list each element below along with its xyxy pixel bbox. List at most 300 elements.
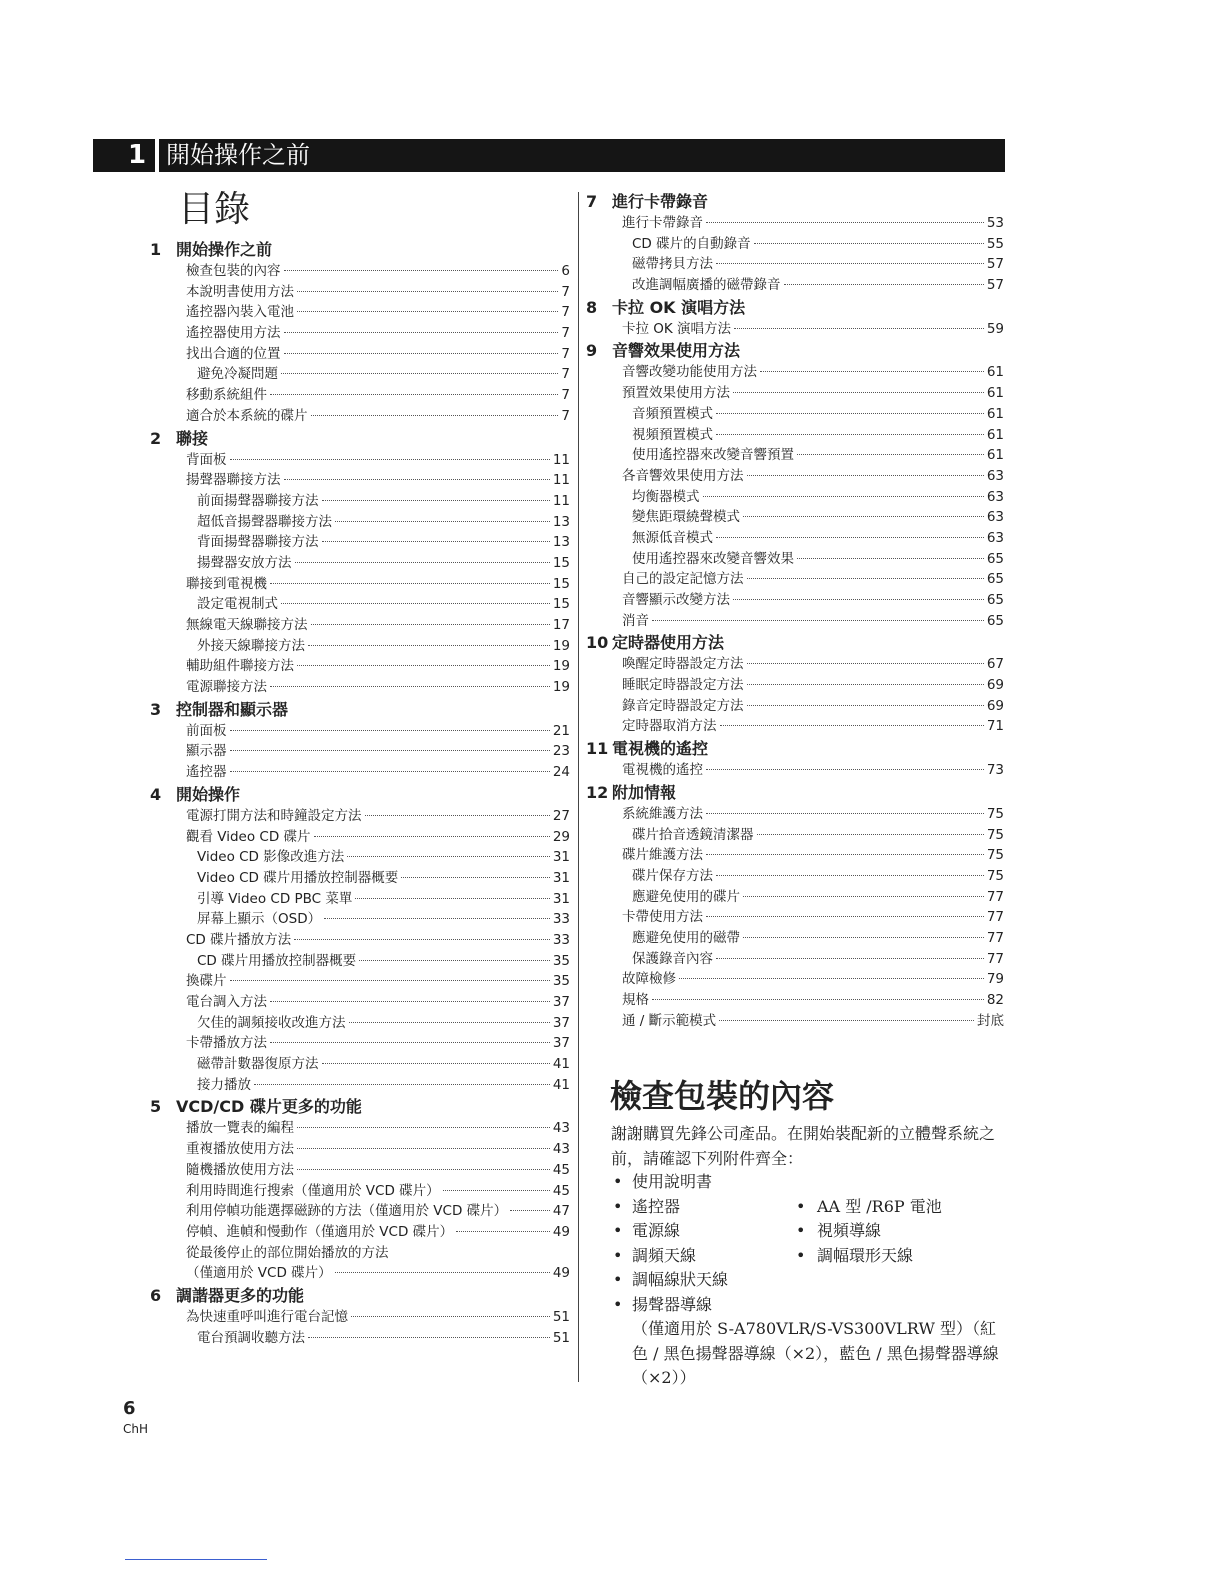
- toc-leader-dots: [297, 311, 558, 312]
- toc-entry-text: 避免冷凝問題: [197, 366, 278, 383]
- toc-entry: [150, 930, 570, 951]
- toc-entry: [150, 1013, 570, 1034]
- toc-entry: [586, 254, 1004, 275]
- toc-entry-text: 均衡器模式: [632, 488, 700, 505]
- toc-leader-dots: [254, 1084, 550, 1085]
- toc-leader-dots: [335, 1272, 550, 1273]
- toc-entry-text: 各音響效果使用方法: [622, 467, 744, 484]
- toc-section-number: 4: [150, 784, 162, 804]
- toc-leader-dots: [351, 1316, 550, 1317]
- toc-title: 目錄: [178, 189, 251, 230]
- toc-entry: [586, 404, 1004, 425]
- toc-entry-text: 從最後停止的部位開始播放的方法: [186, 1244, 389, 1261]
- toc-entry: [150, 1033, 570, 1054]
- package-item: 調幅線狀天線: [632, 1270, 729, 1289]
- toc-entry-page: 63: [986, 488, 1004, 505]
- toc-entry-page: 19: [552, 679, 570, 696]
- toc-leader-dots: [314, 836, 550, 837]
- toc-entry-page: 31: [552, 869, 570, 886]
- toc-leader-dots: [230, 730, 550, 731]
- toc-section-title: 電視機的遙控: [612, 739, 709, 759]
- toc-section-title: 進行卡帶錄音: [612, 192, 709, 211]
- page-number: 6: [123, 1398, 136, 1419]
- toc-entry: [586, 445, 1004, 466]
- toc-entry-page: 19: [552, 637, 570, 654]
- toc-leader-dots: [230, 771, 550, 772]
- toc-entry-page: 31: [552, 849, 570, 866]
- toc-entry-text: CD 碟片用播放控制器概要: [197, 952, 357, 969]
- toc-leader-dots: [443, 1190, 550, 1191]
- toc-entry-page: 65: [986, 612, 1004, 629]
- toc-entry: [150, 406, 570, 427]
- toc-leader-dots: [284, 270, 559, 271]
- toc-entry: [150, 741, 570, 762]
- toc-leader-dots: [733, 599, 984, 600]
- toc-leader-dots: [797, 454, 984, 455]
- toc-section-heading: [586, 781, 1004, 804]
- toc-leader-dots: [706, 222, 984, 223]
- toc-entry-page: 17: [552, 617, 570, 633]
- toc-section-heading: [150, 1095, 570, 1118]
- toc-entry: [150, 615, 570, 636]
- toc-entry: [150, 889, 570, 910]
- toc-entry: [150, 1075, 570, 1096]
- toc-entry-text: 音響顯示改變方法: [622, 592, 730, 608]
- toc-entry-text: 利用停幀功能選擇磁跡的方法（僅適用於 VCD 碟片）: [186, 1203, 508, 1220]
- toc-entry: [586, 760, 1004, 781]
- toc-entry: [586, 213, 1004, 234]
- toc-section-heading: [586, 631, 1004, 654]
- toc-entry-page: 11: [552, 492, 570, 509]
- package-note: （僅適用於 S-A780VLR/S-VS300VLRW 型）（紅色 / 黑色揚聲器導線（×2），藍色 / 黑色揚聲器導線（×2））: [632, 1319, 999, 1387]
- toc-entry-page: 51: [552, 1329, 570, 1346]
- toc-leader-dots: [747, 578, 984, 579]
- toc-entry: [586, 887, 1004, 908]
- package-item-row: [611, 1244, 1006, 1269]
- toc-entry: [150, 1181, 570, 1202]
- toc-leader-dots: [322, 541, 550, 542]
- package-item: 遙控器: [632, 1196, 681, 1216]
- toc-entry-page: 63: [986, 529, 1004, 546]
- toc-entry-page: 59: [986, 320, 1004, 337]
- toc-entry-text: 遙控器內裝入電池: [186, 304, 294, 321]
- toc-entry-text: 遙控器使用方法: [186, 325, 281, 342]
- toc-entry-page: 15: [552, 575, 570, 592]
- toc-entry-text: 利用時間進行搜索（僅適用於 VCD 碟片）: [186, 1182, 440, 1199]
- toc-entry-text: 卡帶使用方法: [622, 909, 703, 926]
- chapter-header-divider: [155, 139, 159, 172]
- toc-entry: [586, 804, 1004, 825]
- package-item: 調頻天線: [632, 1245, 697, 1265]
- toc-section-number: 10: [586, 633, 609, 653]
- toc-entry-text: 定時器取消方法: [622, 718, 717, 735]
- toc-entry: [150, 1139, 570, 1160]
- toc-entry-page: 7: [561, 345, 570, 362]
- toc-entry-page: 45: [552, 1182, 570, 1199]
- toc-entry: [586, 949, 1004, 970]
- toc-entry-page: 63: [986, 467, 1004, 484]
- toc-entry-text: 屏幕上顯示（OSD）: [197, 911, 322, 928]
- toc-entry-text: 預置效果使用方法: [622, 385, 730, 402]
- toc-entry-text: 使用遙控器來改變音響預置: [632, 447, 794, 464]
- toc-section-number: 12: [586, 782, 609, 802]
- toc-entry-text: 電源聯接方法: [186, 679, 267, 696]
- toc-entry: [150, 1054, 570, 1075]
- toc-entry-page: 63: [986, 509, 1004, 526]
- toc-entry-page: 7: [561, 283, 570, 300]
- toc-entry-page: 61: [986, 447, 1004, 464]
- bullet-icon: •: [613, 1270, 623, 1289]
- toc-entry-page: 61: [986, 364, 1004, 381]
- toc-section-number: 9: [586, 341, 598, 361]
- toc-leader-dots: [297, 1148, 550, 1149]
- toc-leader-dots: [757, 834, 984, 835]
- package-intro: 謝謝購買先鋒公司產品。在開始裝配新的立體聲系統之前，請確認下列附件齊全：: [611, 1124, 996, 1168]
- toc-entry-text: 前面板: [186, 722, 227, 739]
- toc-entry-text: 電源打開方法和時鐘設定方法: [186, 807, 362, 824]
- toc-leader-dots: [703, 496, 984, 497]
- toc-entry-page: 27: [552, 807, 570, 824]
- toc-leader-dots: [720, 725, 984, 726]
- toc-entry: [150, 385, 570, 406]
- toc-entry-text: 接力播放: [197, 1076, 251, 1093]
- toc-entry: [150, 868, 570, 889]
- toc-entry-page: 77: [986, 888, 1004, 905]
- toc-section-number: 1: [150, 240, 162, 259]
- toc-entry-text: 音響改變功能使用方法: [622, 364, 757, 381]
- toc-entry-page: 65: [986, 592, 1004, 608]
- toc-entry: [150, 491, 570, 512]
- toc-entry-text: 輔助組件聯接方法: [186, 658, 294, 675]
- toc-entry: [586, 528, 1004, 549]
- toc-entry: [586, 466, 1004, 487]
- package-item-row: [611, 1293, 1006, 1318]
- toc-entry-text: 引導 Video CD PBC 菜單: [197, 890, 353, 907]
- toc-entry: [150, 827, 570, 848]
- toc-entry-text: 隨機播放使用方法: [186, 1161, 294, 1178]
- toc-leader-dots: [335, 521, 550, 522]
- toc-entry-text: （僅適用於 VCD 碟片）: [186, 1265, 332, 1282]
- toc-entry-page: 11: [552, 472, 570, 489]
- toc-entry-text: 通 / 斷示範模式: [622, 1012, 717, 1029]
- toc-entry-page: 45: [552, 1161, 570, 1178]
- toc-leader-dots: [743, 896, 984, 897]
- toc-entry-page: 7: [561, 304, 570, 321]
- toc-leader-dots: [716, 263, 984, 264]
- toc-entry-text: 碟片維護方法: [622, 847, 703, 864]
- toc-entry-page: 49: [552, 1223, 570, 1240]
- toc-entry-page: 24: [552, 764, 570, 781]
- toc-entry: [150, 1118, 570, 1139]
- toc-entry-page: 69: [986, 697, 1004, 714]
- toc-leader-dots: [270, 1001, 550, 1002]
- toc-entry-text: 改進調幅廣播的磁帶錄音: [632, 277, 781, 294]
- toc-entry-page: 43: [552, 1120, 570, 1137]
- toc-entry-text: 故障檢修: [622, 971, 676, 988]
- package-item-list: [611, 1170, 1006, 1391]
- toc-entry-text: 喚醒定時器設定方法: [622, 656, 744, 673]
- toc-entry-text: 使用遙控器來改變音響效果: [632, 550, 794, 567]
- toc-entry: [150, 1160, 570, 1181]
- toc-entry: [586, 825, 1004, 846]
- toc-entry: [150, 344, 570, 365]
- toc-entry: [586, 928, 1004, 949]
- toc-leader-dots: [322, 1063, 550, 1064]
- toc-entry: [586, 907, 1004, 928]
- toc-entry-page: 82: [986, 992, 1004, 1008]
- toc-right-column: [586, 190, 1004, 1031]
- toc-entry-page: 75: [986, 867, 1004, 884]
- toc-leader-dots: [311, 624, 550, 625]
- toc-entry-page: 封底: [977, 1012, 1004, 1029]
- toc-section-heading: [150, 427, 570, 450]
- toc-entry-text: CD 碟片播放方法: [186, 931, 292, 948]
- toc-entry: [150, 951, 570, 972]
- toc-entry: [150, 677, 570, 698]
- toc-entry: [150, 512, 570, 533]
- toc-entry: [586, 590, 1004, 611]
- toc-section-heading: [150, 783, 570, 806]
- toc-leader-dots: [716, 413, 984, 414]
- package-item: 電源線: [632, 1221, 681, 1240]
- toc-entry-text: 電視機的遙控: [622, 762, 703, 779]
- toc-section-number: 5: [150, 1097, 162, 1117]
- toc-leader-dots: [270, 394, 558, 395]
- bullet-icon: •: [613, 1172, 623, 1191]
- chapter-title: 開始操作之前: [166, 141, 310, 169]
- toc-entry: [586, 716, 1004, 737]
- toc-entry-page: 33: [552, 911, 570, 928]
- bottom-rule: [125, 1559, 267, 1560]
- toc-entry-text: 背面揚聲器聯接方法: [197, 534, 319, 551]
- toc-entry: [150, 364, 570, 385]
- package-item: 使用說明書: [632, 1172, 713, 1191]
- toc-entry-text: 系統維護方法: [622, 805, 703, 822]
- toc-entry-page: 75: [986, 826, 1004, 843]
- toc-entry-page: 77: [986, 950, 1004, 967]
- toc-entry-text: 碟片保存方法: [632, 867, 713, 884]
- toc-section-heading: [150, 238, 570, 261]
- toc-entry-text: 適合於本系統的碟片: [186, 407, 308, 424]
- toc-leader-dots: [322, 500, 550, 501]
- toc-section-heading: [586, 190, 1004, 213]
- bullet-icon: •: [796, 1196, 806, 1216]
- toc-entry: [586, 990, 1004, 1011]
- toc-entry-page: 61: [986, 385, 1004, 402]
- toc-leader-dots: [308, 645, 550, 646]
- toc-leader-dots: [365, 815, 550, 816]
- toc-section-number: 6: [150, 1285, 162, 1305]
- toc-leader-dots: [281, 373, 558, 374]
- package-item-row: [611, 1195, 1006, 1220]
- toc-entry: [150, 470, 570, 491]
- toc-entry-page: 6: [561, 263, 570, 279]
- bullet-icon: •: [613, 1294, 623, 1314]
- toc-entry-page: 65: [986, 550, 1004, 567]
- toc-entry-page: 35: [552, 952, 570, 969]
- toc-entry-text: 保護錄音內容: [632, 950, 713, 967]
- toc-entry: [150, 594, 570, 615]
- toc-entry-text: 無源低音模式: [632, 529, 713, 546]
- toc-section-title: 聯接: [176, 428, 209, 448]
- toc-entry-page: 77: [986, 909, 1004, 926]
- toc-entry-page: 15: [552, 554, 570, 571]
- toc-entry-text: 電台預調收聽方法: [197, 1329, 305, 1346]
- bullet-icon: •: [613, 1196, 623, 1216]
- toc-leader-dots: [652, 620, 984, 621]
- language-code: ChH: [123, 1422, 149, 1436]
- toc-section-title: 卡拉 OK 演唱方法: [612, 297, 746, 317]
- toc-leader-dots: [716, 875, 984, 876]
- package-item-row: [611, 1268, 1006, 1293]
- toc-entry-text: 自己的設定記憶方法: [622, 571, 744, 588]
- toc-entry: [150, 450, 570, 471]
- toc-section-heading: [586, 296, 1004, 319]
- toc-entry: [150, 721, 570, 742]
- toc-entry-page: 61: [986, 405, 1004, 422]
- chapter-number: 1: [127, 140, 147, 170]
- toc-entry: [586, 507, 1004, 528]
- toc-leader-dots: [743, 937, 984, 938]
- toc-section-heading: [150, 698, 570, 721]
- toc-entry-page: 13: [552, 534, 570, 551]
- toc-entry-text: 卡拉 OK 演唱方法: [622, 320, 732, 337]
- toc-leader-dots: [734, 328, 984, 329]
- toc-leader-dots: [716, 958, 984, 959]
- toc-leader-dots: [784, 284, 984, 285]
- toc-entry-text: CD 碟片的自動錄音: [632, 235, 751, 252]
- toc-section-heading: [150, 1284, 570, 1307]
- bullet-icon: •: [796, 1245, 806, 1265]
- toc-leader-dots: [760, 371, 984, 372]
- toc-entry-text: 換碟片: [186, 973, 227, 990]
- toc-entry-text: 檢查包裝的內容: [186, 263, 281, 279]
- toc-entry-page: 55: [986, 235, 1004, 252]
- toc-entry: [150, 574, 570, 595]
- package-item-row: [611, 1170, 1006, 1195]
- toc-entry: [150, 909, 570, 930]
- toc-entry-text: 前面揚聲器聯接方法: [197, 492, 319, 509]
- toc-leader-dots: [230, 980, 550, 981]
- toc-leader-dots: [270, 1042, 550, 1043]
- toc-entry-page: 41: [552, 1056, 570, 1073]
- toc-section-number: 3: [150, 699, 162, 719]
- toc-entry-page: 11: [552, 451, 570, 468]
- bullet-icon: •: [613, 1221, 623, 1240]
- toc-entry: [150, 261, 570, 282]
- toc-leader-dots: [747, 663, 984, 664]
- toc-entry-text: 找出合適的位置: [186, 345, 281, 362]
- toc-entry-text: 錄音定時器設定方法: [622, 697, 744, 714]
- toc-section-heading: [586, 737, 1004, 760]
- toc-entry: [150, 1307, 570, 1328]
- toc-entry: [586, 845, 1004, 866]
- toc-entry-page: 75: [986, 847, 1004, 864]
- toc-section-title: VCD/CD 碟片更多的功能: [176, 1097, 362, 1117]
- toc-entry: [586, 487, 1004, 508]
- toc-entry: [586, 654, 1004, 675]
- toc-leader-dots: [797, 558, 984, 559]
- toc-leader-dots: [716, 537, 984, 538]
- toc-leader-dots: [324, 918, 550, 919]
- toc-entry: [586, 1011, 1004, 1032]
- toc-leader-dots: [747, 475, 984, 476]
- toc-entry-page: 57: [986, 277, 1004, 294]
- toc-entry-page: 21: [552, 722, 570, 739]
- toc-entry-text: 消音: [622, 612, 649, 629]
- toc-entry: [150, 992, 570, 1013]
- toc-leader-dots: [456, 1231, 550, 1232]
- toc-leader-dots: [347, 856, 550, 857]
- toc-leader-dots: [349, 1022, 550, 1023]
- toc-entry-text: 遙控器: [186, 764, 227, 781]
- toc-entry-page: 19: [552, 658, 570, 675]
- toc-entry-text: 碟片拾音透鏡清潔器: [632, 826, 754, 843]
- column-divider: [578, 192, 579, 1382]
- toc-leader-dots: [359, 960, 550, 961]
- toc-entry-text: Video CD 影像改進方法: [197, 849, 345, 866]
- toc-entry-text: 重複播放使用方法: [186, 1141, 294, 1158]
- toc-entry-page: 31: [552, 890, 570, 907]
- toc-entry-page: 67: [986, 656, 1004, 673]
- toc-entry-text: 為快速重呼叫進行電台記憶: [186, 1308, 348, 1325]
- toc-entry-page: 7: [561, 325, 570, 342]
- toc-entry: [150, 553, 570, 574]
- toc-entry-text: 觀看 Video CD 碟片: [186, 828, 311, 845]
- toc-entry-text: 無線電天線聯接方法: [186, 617, 308, 633]
- toc-entry-text: 播放一覽表的編程: [186, 1120, 294, 1137]
- toc-entry-text: 背面板: [186, 451, 227, 468]
- toc-section-number: 7: [586, 192, 598, 211]
- toc-entry-text: 聯接到電視機: [186, 575, 267, 592]
- toc-section-title: 控制器和顯示器: [176, 699, 289, 719]
- bullet-icon: •: [613, 1245, 623, 1265]
- toc-leader-dots: [284, 353, 559, 354]
- toc-leader-dots: [706, 813, 984, 814]
- toc-entry-text: 外接天線聯接方法: [197, 637, 305, 654]
- toc-entry: [150, 806, 570, 827]
- toc-entry-page: 23: [552, 743, 570, 760]
- toc-entry-page: 79: [986, 971, 1004, 988]
- toc-entry: [150, 1222, 570, 1243]
- toc-entry-text: 磁帶拷貝方法: [632, 256, 713, 273]
- toc-entry-page: 7: [561, 387, 570, 404]
- toc-entry-page: 33: [552, 931, 570, 948]
- bullet-icon: •: [796, 1221, 806, 1240]
- toc-entry: [586, 611, 1004, 632]
- toc-entry-text: 本說明書使用方法: [186, 283, 294, 300]
- toc-entry-text: 規格: [622, 992, 649, 1008]
- toc-entry-page: 57: [986, 256, 1004, 273]
- toc-entry: [586, 275, 1004, 296]
- toc-leader-dots: [297, 665, 550, 666]
- toc-entry: [586, 234, 1004, 255]
- toc-entry: [586, 696, 1004, 717]
- toc-entry-page: 47: [552, 1203, 570, 1220]
- toc-section-title: 附加情報: [612, 782, 677, 802]
- toc-leader-dots: [284, 479, 550, 480]
- toc-entry: [586, 362, 1004, 383]
- toc-leader-dots: [230, 459, 550, 460]
- toc-entry-page: 49: [552, 1265, 570, 1282]
- toc-entry-text: 揚聲器聯接方法: [186, 472, 281, 489]
- toc-leader-dots: [295, 562, 550, 563]
- toc-entry-page: 75: [986, 805, 1004, 822]
- toc-section-title: 音響效果使用方法: [612, 341, 741, 361]
- toc-entry-page: 43: [552, 1141, 570, 1158]
- toc-entry-page: 15: [552, 596, 570, 613]
- toc-entry: [150, 532, 570, 553]
